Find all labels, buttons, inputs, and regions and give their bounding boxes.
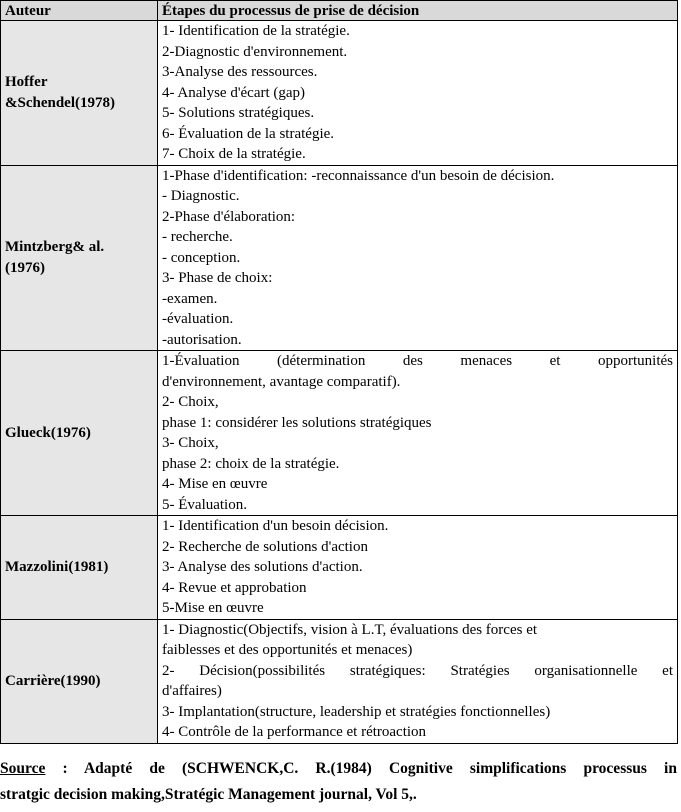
source-line-2: stratgic decision making,Stratégic Management journal, Vol 5,.: [0, 786, 417, 803]
step-line: 4- Revue et approbation: [162, 579, 307, 596]
step-line: 1- Diagnostic(Objectifs, vision à L.T, évaluations des forces et: [162, 621, 538, 638]
step-line: 4- Mise en œuvre: [162, 476, 268, 492]
step-line: 2-Phase d'élaboration:: [162, 208, 296, 225]
author-name-line: Carrière(1990): [5, 672, 101, 689]
author-cell: [1, 351, 158, 516]
step-line: -examen.: [162, 290, 218, 307]
step-line: -évaluation.: [162, 311, 234, 327]
step-line: 5- Évaluation.: [162, 496, 247, 513]
step-line: 3- Choix,: [162, 435, 219, 451]
table-header-row: [1, 1, 678, 21]
step-line: 2- Décision(possibilités stratégiques: Stratégies organisationnelle et: [162, 662, 673, 679]
source-text-1: : Adapté de (SCHWENCK,C. R.(1984) Cognitive simplifications processus in: [45, 760, 677, 777]
step-line: 6- Évaluation de la stratégie.: [162, 125, 335, 142]
table-row: [1, 516, 678, 620]
step-line: phase 2: choix de la stratégie.: [162, 455, 340, 472]
table-row: [1, 351, 678, 516]
step-line: 2- Recherche de solutions d'action: [162, 538, 368, 555]
step-line: 3- Implantation(structure, leadership et stratégies fonctionnelles): [162, 703, 551, 720]
steps-cell: [158, 619, 678, 743]
source-label: Source: [0, 760, 46, 777]
step-line: 1- Identification d'un besoin décision.: [162, 518, 389, 534]
step-line: 5-Mise en œuvre: [162, 600, 264, 616]
step-line: faiblesses et des opportunités et menaces): [162, 642, 413, 658]
step-line: 2-Diagnostic d'environnement.: [162, 43, 348, 60]
steps-cell: [158, 165, 678, 351]
author-name-line: (1976): [5, 259, 45, 276]
header-steps: Étapes du processus de prise de décision: [158, 1, 678, 21]
step-line: 1-Évaluation (détermination des menaces et opportunités: [162, 353, 673, 369]
step-line: - conception.: [162, 249, 241, 266]
source-citation: [0, 756, 677, 808]
step-line: d'environnement, avantage comparatif).: [162, 373, 401, 390]
step-line: 1- Identification de la stratégie.: [162, 23, 350, 39]
steps-cell: [158, 21, 678, 166]
step-line: - Diagnostic.: [162, 188, 240, 204]
step-line: 5- Solutions stratégiques.: [162, 105, 315, 121]
steps-cell: [158, 351, 678, 516]
table-row: [1, 21, 678, 166]
step-line: d'affaires): [162, 683, 222, 699]
author-cell: [1, 21, 158, 166]
header-author: Auteur: [1, 1, 158, 21]
author-name-line: Glueck(1976): [5, 424, 91, 441]
step-line: 7- Choix de la stratégie.: [162, 146, 306, 162]
step-line: 4- Analyse d'écart (gap): [162, 84, 306, 101]
author-cell: [1, 165, 158, 351]
step-line: phase 1: considérer les solutions stratégiques: [162, 414, 432, 431]
author-cell: [1, 619, 158, 743]
author-name-line: Hoffer: [5, 74, 48, 91]
step-line: 3-Analyse des ressources.: [162, 64, 318, 80]
author-name-line: Mazzolini(1981): [5, 559, 109, 575]
step-line: -autorisation.: [162, 331, 242, 348]
step-line: - recherche.: [162, 229, 233, 245]
author-name-line: &Schendel(1978): [5, 94, 115, 111]
table-row: [1, 165, 678, 351]
step-line: 4- Contrôle de la performance et rétroaction: [162, 724, 427, 740]
step-line: 3- Analyse des solutions d'action.: [162, 559, 363, 575]
source-line-1: [0, 756, 677, 782]
step-line: 3- Phase de choix:: [162, 270, 273, 286]
step-line: 1-Phase d'identification: -reconnaissance d'un besoin de décision.: [162, 167, 555, 184]
steps-cell: [158, 516, 678, 620]
author-name-line: Mintzberg& al.: [5, 239, 105, 256]
step-line: 2- Choix,: [162, 394, 219, 410]
table-row: [1, 619, 678, 743]
author-cell: [1, 516, 158, 620]
